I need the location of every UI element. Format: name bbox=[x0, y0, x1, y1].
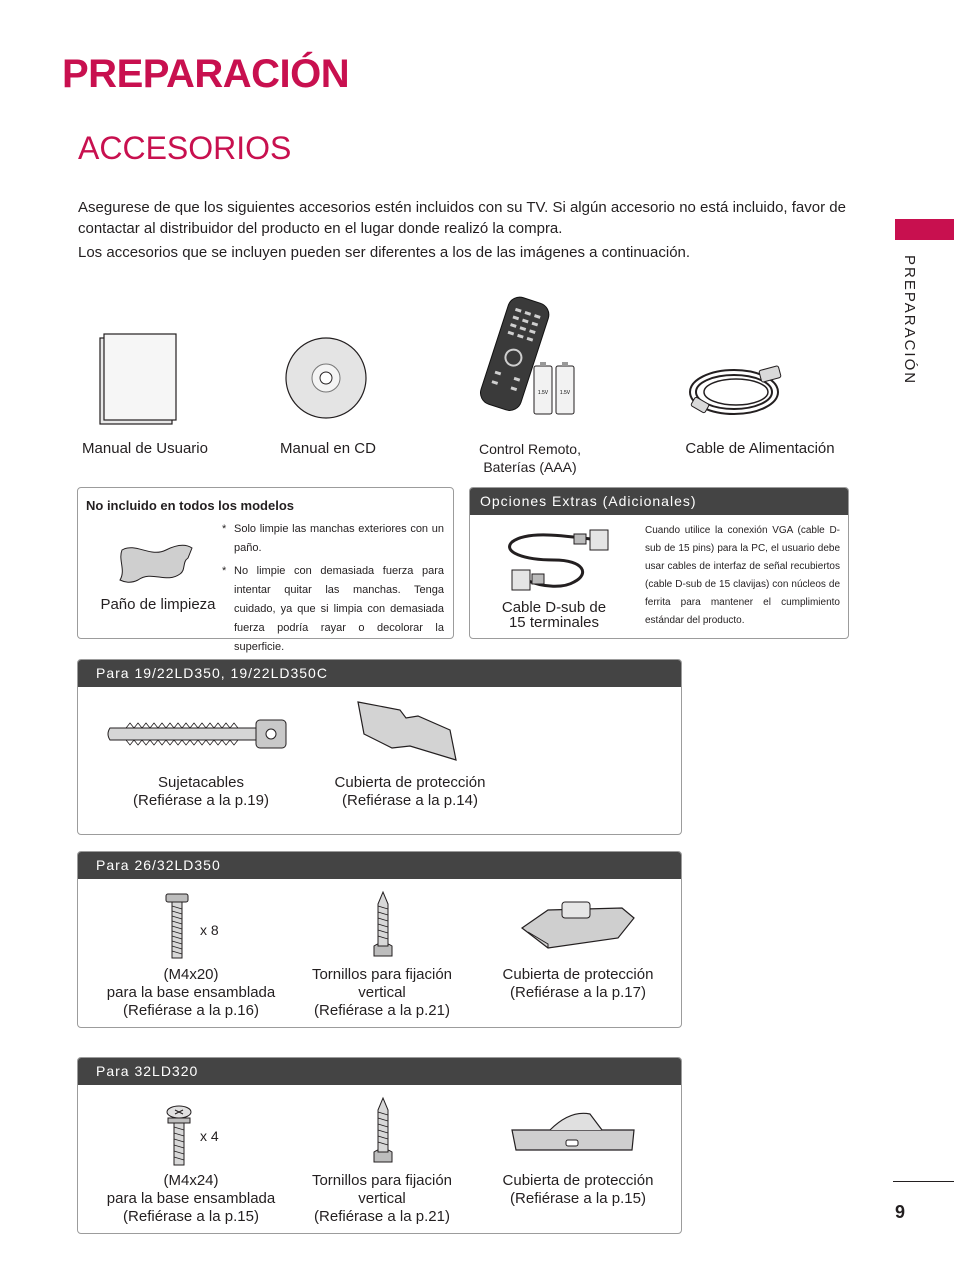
not-included-title: No incluido en todos los modelos bbox=[86, 498, 295, 513]
power-cord-icon bbox=[684, 360, 794, 422]
not-included-box bbox=[77, 487, 454, 653]
extras-box bbox=[469, 487, 849, 639]
model-box-26-32-header: Para 26/32LD350 bbox=[78, 852, 681, 879]
protection-cover-icon-1 bbox=[352, 698, 462, 766]
vga-note: Cuando utilice la conexión VGA (cable D-sub de 15 pins) para la PC, el usuario debe usar cables de interfaz de señal recubiertos (cable D-sub de 15 clavijas) con núcleos de ferrita para mantener el cumplimiento estándar del producto. bbox=[645, 525, 840, 626]
caption-user-manual: Manual de Usuario bbox=[82, 440, 208, 457]
page-number: 9 bbox=[895, 1202, 906, 1222]
intro-paragraph: Asegurese de que los siguientes accesorios estén incluidos con su TV. Si algún accesorio no está incluido, favor de contactar al distribuidor del producto en el lugar donde realizó la compra. bbox=[78, 199, 846, 237]
vertical-screw-caption-2 bbox=[292, 1172, 472, 1226]
caption-remote bbox=[462, 440, 598, 476]
cd-icon bbox=[284, 336, 368, 420]
screw-m4x24-caption bbox=[94, 1172, 288, 1226]
vertical-screw-caption-2-line1: Tornillos para fijación bbox=[311, 1172, 453, 1189]
vertical-screw-caption-2-line3: (Refiérase a la p.21) bbox=[314, 1208, 450, 1225]
vertical-screw-icon-2 bbox=[368, 1096, 398, 1166]
caption-cd-manual: Manual en CD bbox=[280, 440, 376, 457]
vertical-screw-caption-1-line3: (Refiérase a la p.21) bbox=[314, 1002, 450, 1019]
cable-tie-caption-line1: Sujetacables bbox=[158, 774, 244, 791]
caption-power-cord: Cable de Alimentación bbox=[685, 440, 835, 457]
extras-header: Opciones Extras (Adicionales) bbox=[470, 488, 848, 515]
cleaning-note-2-text: No limpie con demasiada fuerza para intentar quitar las manchas. Tenga cuidado, ya que si limpia con demasiada fuerza podría rayar o decolorar la superficie. bbox=[234, 565, 444, 653]
section-title: ACCESORIOS bbox=[78, 130, 292, 166]
user-manual-icon bbox=[98, 332, 178, 427]
cable-tie-caption bbox=[118, 774, 284, 810]
model-box-19-22-header: Para 19/22LD350, 19/22LD350C bbox=[78, 660, 681, 687]
caption-remote-line2: Baterías (AAA) bbox=[483, 459, 577, 475]
side-tab-marker bbox=[895, 219, 954, 240]
cover-caption-1-line2: (Refiérase a la p.14) bbox=[342, 792, 478, 809]
battery-label-2: 1.5V bbox=[559, 390, 571, 396]
screw-m4x24-caption-line2: para la base ensamblada bbox=[106, 1190, 276, 1207]
side-tab-label: PREPARACIÓN bbox=[901, 255, 918, 386]
vertical-screw-icon-1 bbox=[368, 890, 398, 960]
cover-caption-3-line2: (Refiérase a la p.15) bbox=[510, 1190, 646, 1207]
dsub-cable-caption bbox=[492, 600, 616, 630]
screw-m4x20-caption-line3: (Refiérase a la p.16) bbox=[123, 1002, 259, 1019]
vertical-screw-caption-1 bbox=[292, 966, 472, 1020]
cable-tie-caption-line2: (Refiérase a la p.19) bbox=[133, 792, 269, 809]
dsub-caption-line1: Cable D-sub de bbox=[501, 599, 607, 616]
screw-m4x24-caption-line1: (M4x24) bbox=[163, 1172, 219, 1189]
cleaning-note-2 bbox=[222, 562, 444, 657]
note-bullet: * bbox=[222, 523, 227, 535]
vertical-screw-caption-1-line1: Tornillos para fijación bbox=[311, 966, 453, 983]
protection-cover-icon-3 bbox=[510, 1110, 640, 1160]
screw-m4x20-caption bbox=[94, 966, 288, 1020]
screw-m4x20-caption-line2: para la base ensamblada bbox=[106, 984, 276, 1001]
caption-remote-line1: Control Remoto, bbox=[479, 441, 581, 457]
dsub-cable-icon bbox=[504, 526, 612, 596]
model-box-32ld320-header: Para 32LD320 bbox=[78, 1058, 681, 1085]
screw-quantity-8: x 8 bbox=[200, 922, 219, 938]
cover-caption-3 bbox=[488, 1172, 668, 1208]
model-box-19-22 bbox=[77, 659, 682, 835]
dsub-caption-line2: 15 terminales bbox=[508, 614, 600, 631]
cleaning-notes bbox=[222, 520, 444, 657]
cover-caption-2 bbox=[488, 966, 668, 1002]
screw-m4x20-icon bbox=[164, 892, 190, 962]
screw-m4x20-caption-line1: (M4x20) bbox=[163, 966, 219, 983]
page-title: PREPARACIÓN bbox=[62, 52, 350, 96]
cleaning-note-1 bbox=[222, 520, 444, 558]
cable-tie-icon bbox=[106, 716, 292, 752]
cleaning-cloth-caption: Paño de limpieza bbox=[100, 596, 216, 613]
model-box-32ld320 bbox=[77, 1057, 682, 1234]
protection-cover-icon-2 bbox=[518, 898, 638, 954]
cover-caption-2-line2: (Refiérase a la p.17) bbox=[510, 984, 646, 1001]
note-bullet: * bbox=[222, 565, 227, 577]
screw-m4x24-icon bbox=[164, 1104, 194, 1170]
vertical-screw-caption-2-line2: vertical bbox=[358, 1190, 406, 1207]
vertical-screw-caption-1-line2: vertical bbox=[358, 984, 406, 1001]
cover-caption-2-line1: Cubierta de protección bbox=[502, 966, 654, 983]
screw-quantity-4: x 4 bbox=[200, 1128, 219, 1144]
cover-caption-1-line1: Cubierta de protección bbox=[334, 774, 486, 791]
cleaning-note-1-text: Solo limpie las manchas exteriores con un paño. bbox=[234, 523, 444, 554]
page-number-rule bbox=[893, 1181, 954, 1182]
cleaning-cloth-icon bbox=[116, 540, 194, 586]
cover-caption-3-line1: Cubierta de protección bbox=[502, 1172, 654, 1189]
screw-m4x24-caption-line3: (Refiérase a la p.15) bbox=[123, 1208, 259, 1225]
intro-note: Los accesorios que se incluyen pueden ser diferentes a los de las imágenes a continuación. bbox=[78, 244, 691, 261]
batteries-icon bbox=[532, 360, 576, 416]
model-box-26-32 bbox=[77, 851, 682, 1028]
battery-label-1: 1.5V bbox=[537, 390, 549, 396]
cover-caption-1 bbox=[322, 774, 498, 810]
